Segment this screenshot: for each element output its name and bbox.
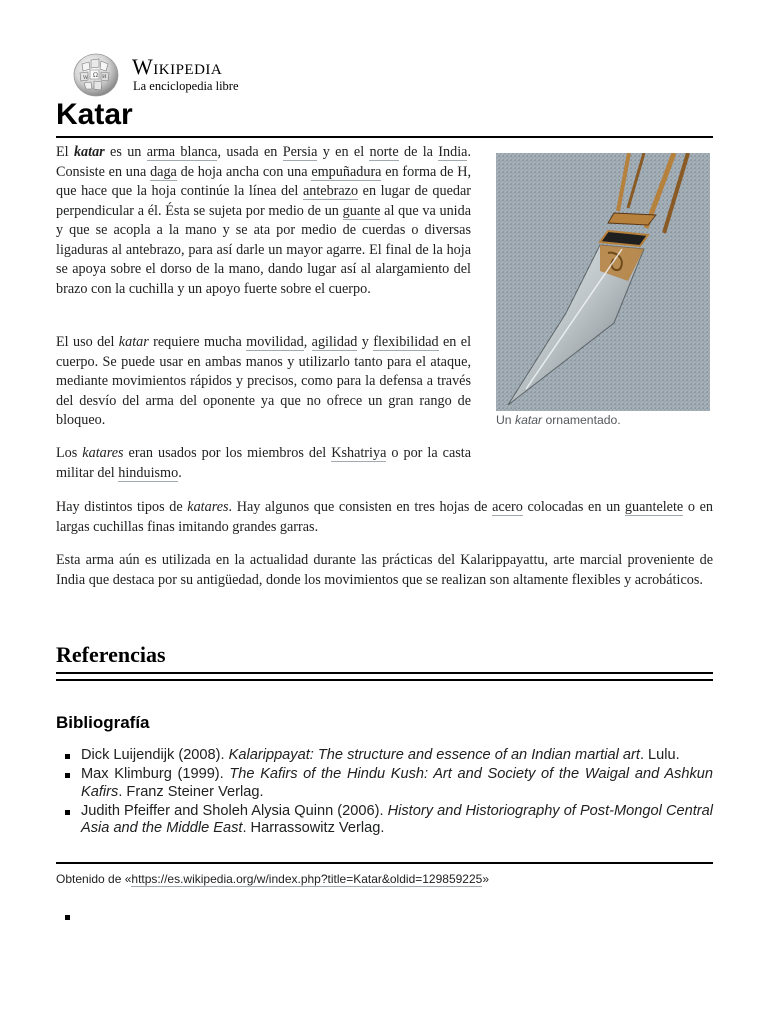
- list-item: Max Klimburg (1999). The Kafirs of the Hindu Kush: Art and Society of the Waigal and Ashkun Kafirs. Franz Steiner Verlag.: [56, 766, 713, 801]
- link-antebrazo[interactable]: antebrazo: [302, 183, 359, 199]
- svg-text:Ω: Ω: [93, 72, 98, 79]
- article-figure: [496, 153, 710, 427]
- section-heading-referencias: Referencias: [56, 642, 166, 667]
- link-india[interactable]: India: [438, 144, 468, 160]
- link-acero[interactable]: acero: [492, 499, 523, 515]
- wikipedia-wordmark[interactable]: Wikipedia: [132, 54, 223, 79]
- article-paragraph-2: El uso del katar requiere mucha movilidad, agilidad y flexibilidad en el cuerpo. Se puede usar en ambas manos y utilizarlo tanto para el ataque, mediante movimientos rápidos y precisos, como para la defensa a través del desvío del arma del oponente ya que no ofrece un gran rango de bloqueo.: [56, 334, 472, 428]
- article-paragraph-1: El katar es un arma blanca, usada en Persia y en el norte de la India. Consiste en una daga de hoja ancha con una empuñadura en forma de H, que hace que la hoja continúe la línea del antebrazo en lugar de quedar perpendicular a él. Ésta se sujeta por medio de un guante al que va unida y que se acopla a la mano y se ata por medio de cuerdas o diversas ligaduras al antebrazo, para así darle un mayor agarre. El final de la hoja se apoya sobre el dorso de la mano, dando lugar así al alargamiento del brazo con la cuchilla y un apoyo fuerte sobre el cuerpo.: [56, 144, 471, 297]
- link-guantelete[interactable]: guantelete: [624, 499, 684, 515]
- section-divider: [56, 679, 713, 681]
- wikipedia-globe-icon[interactable]: [72, 52, 120, 98]
- link-kshatriya[interactable]: Kshatriya: [331, 445, 387, 461]
- page-title: Katar: [56, 98, 133, 131]
- permanent-link[interactable]: https://es.wikipedia.org/w/index.php?title=Katar&oldid=129859225: [131, 872, 483, 886]
- katar-image[interactable]: [496, 153, 710, 411]
- link-guante[interactable]: guante: [342, 202, 381, 219]
- svg-text:W: W: [83, 75, 89, 81]
- link-arma-blanca[interactable]: arma blanca: [146, 144, 218, 160]
- link-norte[interactable]: norte: [369, 144, 399, 160]
- empty-list-bullet: [65, 915, 70, 920]
- list-item: Judith Pfeiffer and Sholeh Alysia Quinn (2006). History and Historiography of Post-Mongol Central Asia and the Middle East. Harrassowitz Verlag.: [56, 803, 713, 838]
- svg-text:И: И: [102, 74, 107, 80]
- section-divider: [56, 672, 713, 674]
- figure-caption: Un katar ornamentado.: [496, 413, 621, 427]
- link-empunadura[interactable]: empuñadura: [311, 163, 382, 180]
- link-movilidad[interactable]: movilidad: [246, 334, 304, 350]
- link-hinduismo[interactable]: hinduismo: [118, 464, 179, 481]
- article-paragraph-3: Los katares eran usados por los miembros del Kshatriya o por la casta militar del hinduismo.: [56, 445, 472, 481]
- footer-divider: [56, 862, 713, 864]
- bibliography-list: [56, 747, 713, 839]
- link-flexibilidad[interactable]: flexibilidad: [373, 334, 439, 350]
- subsection-heading-bibliografia: Bibliografía: [56, 713, 150, 732]
- link-persia[interactable]: Persia: [282, 144, 318, 160]
- list-item: Dick Luijendijk (2008). Kalarippayat: The structure and essence of an Indian martial art. Lulu.: [56, 747, 713, 765]
- article-paragraph-4: Hay distintos tipos de katares. Hay algunos que consisten en tres hojas de acero colocadas en un guantelete o en largas cuchillas finas imitando grandes garras.: [56, 499, 713, 535]
- retrieved-from: Obtenido de «https://es.wikipedia.org/w/index.php?title=Katar&oldid=129859225»: [56, 872, 489, 886]
- term-katar: katar: [73, 144, 105, 160]
- article-paragraph-5: Esta arma aún es utilizada en la actualidad durante las prácticas del Kalarippayattu, arte marcial proveniente de India que destaca por su antigüedad, donde los movimientos que se realizan son altamente flexibles y acrobáticos.: [56, 552, 713, 588]
- title-divider: [56, 136, 713, 138]
- link-agilidad[interactable]: agilidad: [311, 334, 358, 350]
- link-daga[interactable]: daga: [150, 163, 177, 180]
- wikipedia-tagline: La enciclopedia libre: [133, 79, 239, 93]
